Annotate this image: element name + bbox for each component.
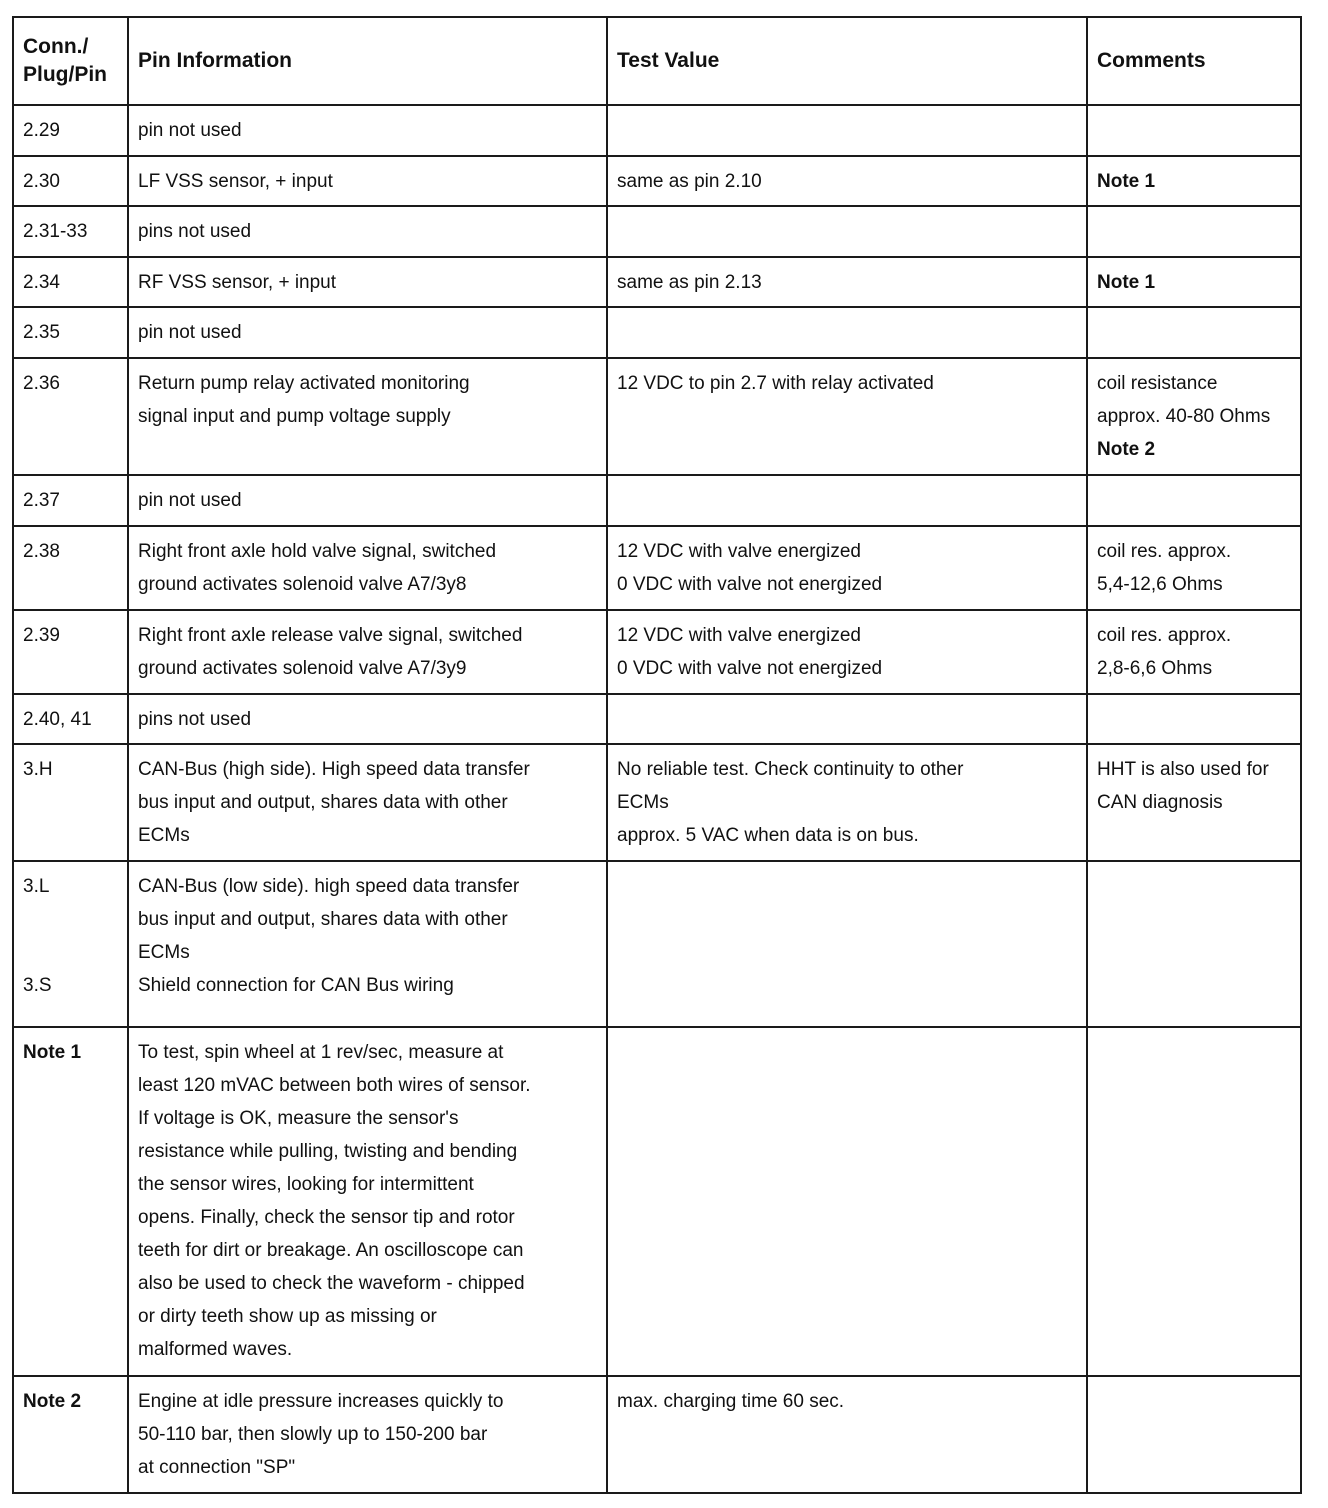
pin-info-line: If voltage is OK, measure the sensor's: [138, 1108, 459, 1129]
pin-info-line: signal input and pump voltage supply: [138, 406, 451, 427]
table-header-row: [13, 17, 1301, 105]
test-value-line: 0 VDC with valve not energized: [617, 658, 883, 679]
pin-info-line: Engine at idle pressure increases quickly to: [138, 1391, 504, 1412]
pin-info-cell: [128, 861, 607, 1027]
pin-info-cell: pin not used: [128, 307, 607, 358]
conn-cell: 2.37: [13, 475, 128, 526]
pin-info-line: Shield connection for CAN Bus wiring: [138, 975, 454, 996]
comments-line: coil res. approx.: [1097, 541, 1232, 562]
conn-cell: 2.40, 41: [13, 694, 128, 744]
pin-info-line: or dirty teeth show up as missing or: [138, 1306, 437, 1327]
pin-info-line: opens. Finally, check the sensor tip and rotor: [138, 1207, 515, 1228]
comments-cell: [1087, 358, 1301, 475]
conn-cell: 2.29: [13, 105, 128, 156]
header-comments: Comments: [1087, 17, 1301, 105]
pin-info-cell: [128, 744, 607, 861]
test-value-cell: max. charging time 60 sec.: [607, 1376, 1087, 1493]
comments-cell: Note 1: [1087, 257, 1301, 307]
table-row: [13, 105, 1301, 156]
comments-cell: [1087, 1027, 1301, 1376]
comments-cell: [1087, 307, 1301, 358]
header-test-value: Test Value: [607, 17, 1087, 105]
pin-info-cell: pins not used: [128, 206, 607, 257]
pin-info-line: Right front axle hold valve signal, switched: [138, 541, 497, 562]
comments-line: HHT is also used for: [1097, 759, 1269, 780]
comments-line: coil resistance: [1097, 373, 1218, 394]
pin-info-line: To test, spin wheel at 1 rev/sec, measure at: [138, 1042, 504, 1063]
conn-cell: 2.35: [13, 307, 128, 358]
test-value-line: 0 VDC with valve not energized: [617, 574, 883, 595]
test-value-cell: [607, 610, 1087, 694]
conn-cell: 2.39: [13, 610, 128, 694]
pin-info-cell: pin not used: [128, 105, 607, 156]
table-row: [13, 610, 1301, 694]
comments-cell: [1087, 1376, 1301, 1493]
pin-info-cell: RF VSS sensor, + input: [128, 257, 607, 307]
test-value-line: 12 VDC with valve energized: [617, 541, 861, 562]
comments-cell: [1087, 475, 1301, 526]
test-value-cell: [607, 1027, 1087, 1376]
conn-cell: Note 1: [13, 1027, 128, 1376]
pin-info-line: CAN-Bus (low side). high speed data transfer: [138, 876, 520, 897]
test-value-line: approx. 5 VAC when data is on bus.: [617, 825, 919, 846]
test-value-cell: 12 VDC to pin 2.7 with relay activated: [607, 358, 1087, 475]
table-row: [13, 156, 1301, 206]
conn-cell: 2.34: [13, 257, 128, 307]
table-row: [13, 307, 1301, 358]
conn-cell: [13, 861, 128, 1027]
table-row: [13, 526, 1301, 610]
pin-info-line: malformed waves.: [138, 1339, 293, 1360]
test-value-cell: [607, 206, 1087, 257]
conn-label: 3.L: [23, 876, 50, 897]
pin-info-cell: [128, 526, 607, 610]
table-row: [13, 475, 1301, 526]
test-value-line: ECMs: [617, 792, 669, 813]
test-value-line: No reliable test. Check continuity to other: [617, 759, 964, 780]
pin-info-line: ground activates solenoid valve A7/3y8: [138, 574, 467, 595]
pin-info-cell: [128, 1376, 607, 1493]
test-value-cell: [607, 526, 1087, 610]
conn-cell: Note 2: [13, 1376, 128, 1493]
table-row: [13, 257, 1301, 307]
table-row: [13, 694, 1301, 744]
table-row: [13, 358, 1301, 475]
test-value-cell: same as pin 2.10: [607, 156, 1087, 206]
pin-info-cell: LF VSS sensor, + input: [128, 156, 607, 206]
pin-info-line: 50-110 bar, then slowly up to 150-200 bar: [138, 1424, 488, 1445]
comments-cell: [1087, 694, 1301, 744]
pin-info-cell: pins not used: [128, 694, 607, 744]
comments-cell: [1087, 861, 1301, 1027]
pin-info-cell: pin not used: [128, 475, 607, 526]
comments-cell: [1087, 206, 1301, 257]
comments-line: coil res. approx.: [1097, 625, 1232, 646]
table-row: [13, 1027, 1301, 1376]
pin-info-line: at connection "SP": [138, 1457, 296, 1478]
test-value-cell: [607, 861, 1087, 1027]
conn-cell: 2.36: [13, 358, 128, 475]
conn-cell: 2.31-33: [13, 206, 128, 257]
test-value-cell: [607, 307, 1087, 358]
comments-line: CAN diagnosis: [1097, 792, 1223, 813]
header-conn: [13, 17, 128, 105]
comments-cell: [1087, 744, 1301, 861]
test-value-cell: [607, 744, 1087, 861]
pin-info-line: least 120 mVAC between both wires of sensor.: [138, 1075, 531, 1096]
test-value-cell: same as pin 2.13: [607, 257, 1087, 307]
pin-info-line: ECMs: [138, 942, 190, 963]
conn-cell: 3.H: [13, 744, 128, 861]
test-value-cell: [607, 694, 1087, 744]
test-value-cell: [607, 475, 1087, 526]
conn-label: 3.S: [23, 975, 52, 996]
pin-info-line: the sensor wires, looking for intermittent: [138, 1174, 474, 1195]
pin-info-line: Return pump relay activated monitoring: [138, 373, 470, 394]
header-pin-info: Pin Information: [128, 17, 607, 105]
comments-cell: [1087, 105, 1301, 156]
conn-cell: 2.30: [13, 156, 128, 206]
pin-info-line: ground activates solenoid valve A7/3y9: [138, 658, 467, 679]
comments-cell: [1087, 610, 1301, 694]
pin-info-line: Right front axle release valve signal, switched: [138, 625, 523, 646]
header-conn-line2: Plug/Pin: [23, 63, 107, 86]
pin-info-cell: [128, 1027, 607, 1376]
pin-info-line: resistance while pulling, twisting and bending: [138, 1141, 518, 1162]
pin-info-line: teeth for dirt or breakage. An oscilloscope can: [138, 1240, 524, 1261]
comments-note: Note 2: [1097, 439, 1156, 460]
pin-info-line: bus input and output, shares data with other: [138, 909, 508, 930]
pin-info-cell: [128, 610, 607, 694]
test-value-line: 12 VDC with valve energized: [617, 625, 861, 646]
comments-cell: [1087, 526, 1301, 610]
comments-cell: Note 1: [1087, 156, 1301, 206]
table-row: [13, 861, 1301, 1027]
test-value-cell: [607, 105, 1087, 156]
pin-info-line: bus input and output, shares data with other: [138, 792, 508, 813]
table-row: [13, 206, 1301, 257]
pin-info-line: CAN-Bus (high side). High speed data transfer: [138, 759, 530, 780]
header-conn-line1: Conn./: [23, 35, 89, 58]
conn-cell: 2.38: [13, 526, 128, 610]
table-row: [13, 1376, 1301, 1493]
comments-line: 2,8-6,6 Ohms: [1097, 658, 1213, 679]
pin-info-line: ECMs: [138, 825, 190, 846]
pin-info-cell: [128, 358, 607, 475]
pin-info-table: [12, 16, 1302, 1494]
table-row: [13, 744, 1301, 861]
pin-info-line: also be used to check the waveform - chipped: [138, 1273, 525, 1294]
comments-line: 5,4-12,6 Ohms: [1097, 574, 1223, 595]
comments-line: approx. 40-80 Ohms: [1097, 406, 1271, 427]
